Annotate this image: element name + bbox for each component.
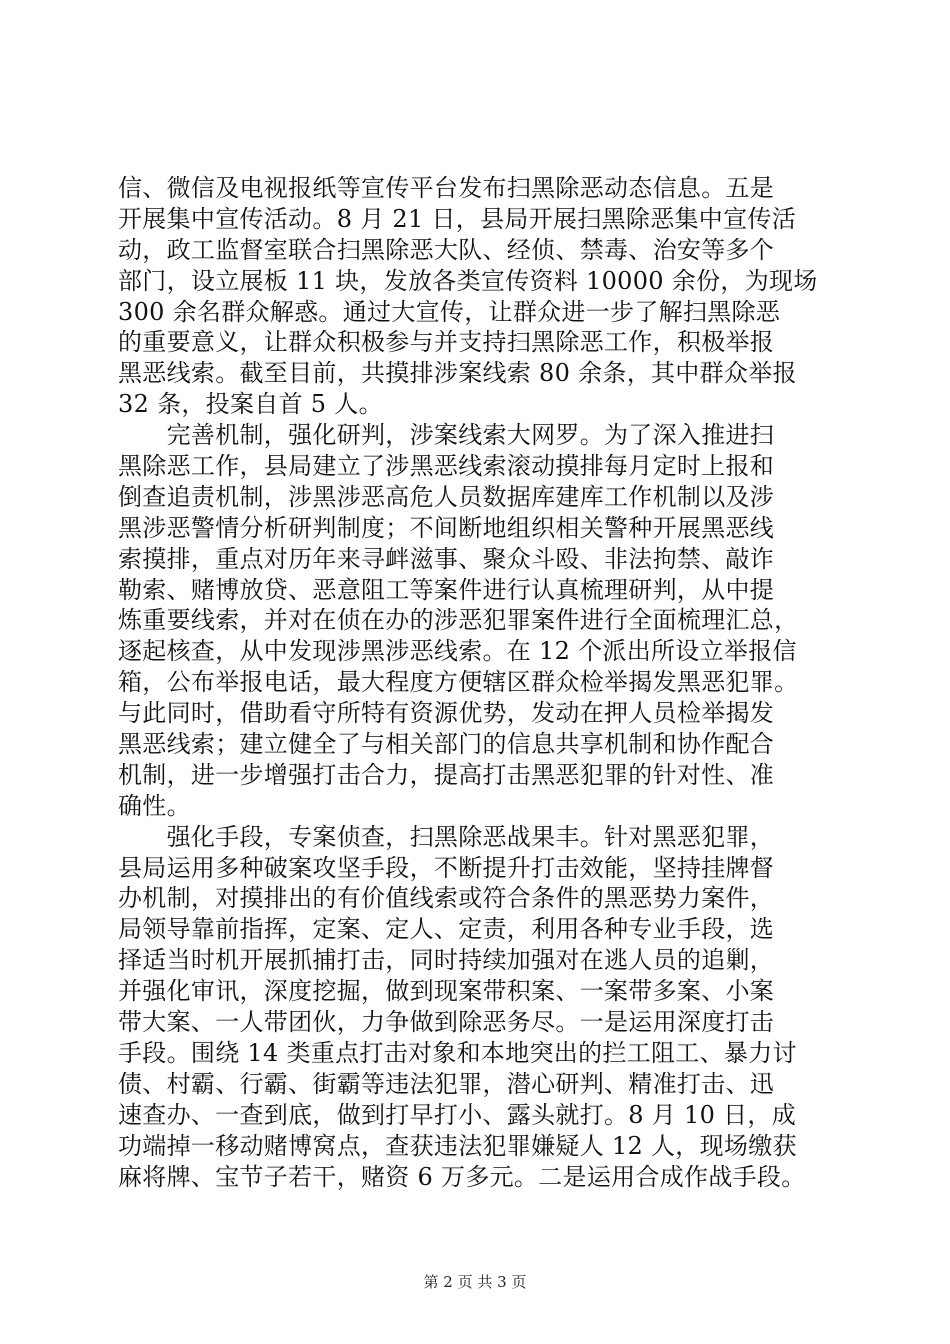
- text-line: 债、村霸、行霸、街霸等违法犯罪，潜心研判、精准打击、迅: [118, 1069, 775, 1098]
- text-line: 麻将牌、宝节子若干，赌资 6 万多元。二是运用合成作战手段。: [118, 1162, 806, 1191]
- text-line: 择适当时机开展抓捕打击，同时持续加强对在逃人员的追剿，: [118, 946, 775, 975]
- text-line: 完善机制，强化研判，涉案线索大网罗。为了深入推进扫: [118, 421, 775, 450]
- text-line: 倒查追责机制，涉黑涉恶高危人员数据库建库工作机制以及涉: [118, 482, 775, 511]
- text-line: 索摸排，重点对历年来寻衅滋事、聚众斗殴、非法拘禁、敲诈: [118, 544, 775, 573]
- text-line: 32 条，投案自首 5 人。: [118, 390, 383, 419]
- text-line: 黑恶线索。截至目前，共摸排涉案线索 80 余条，其中群众举报: [118, 359, 797, 388]
- text-line: 动，政工监督室联合扫黑除恶大队、经侦、禁毒、治安等多个: [118, 235, 775, 264]
- text-line: 的重要意义，让群众积极参与并支持扫黑除恶工作，积极举报: [118, 328, 775, 357]
- text-line: 炼重要线索，并对在侦在办的涉恶犯罪案件进行全面梳理汇总，: [118, 606, 799, 635]
- text-line: 逐起核查，从中发现涉黑涉恶线索。在 12 个派出所设立举报信: [118, 637, 797, 666]
- text-line: 办机制，对摸排出的有价值线索或符合条件的黑恶势力案件，: [118, 884, 775, 913]
- text-line: 信、微信及电视报纸等宣传平台发布扫黑除恶动态信息。五是: [118, 174, 775, 202]
- text-line: 确性。: [118, 791, 191, 820]
- text-line: 勒索、赌博放贷、恶意阻工等案件进行认真梳理研判，从中提: [118, 575, 775, 604]
- page-number: 第 2 页 共 3 页: [423, 1273, 527, 1291]
- text-line: 黑除恶工作，县局建立了涉黑恶线索滚动摸排每月定时上报和: [118, 452, 775, 481]
- text-line: 并强化审讯，深度挖掘，做到现案带积案、一案带多案、小案: [118, 977, 775, 1006]
- text-line: 与此同时，借助看守所特有资源优势，发动在押人员检举揭发: [118, 699, 775, 728]
- text-line: 局领导靠前指挥，定案、定人、定责，利用各种专业手段，选: [118, 915, 775, 944]
- text-line: 黑涉恶警情分析研判制度；不间断地组织相关警种开展黑恶线: [118, 513, 775, 542]
- text-line: 机制，进一步增强打击合力，提高打击黑恶犯罪的针对性、准: [118, 760, 775, 789]
- body-text: [118, 173, 853, 1192]
- text-line: 黑恶线索；建立健全了与相关部门的信息共享机制和协作配合: [118, 730, 775, 759]
- text-line: 箱，公布举报电话，最大程度方便辖区群众检举揭发黑恶犯罪。: [118, 668, 799, 697]
- text-line: 强化手段，专案侦查，扫黑除恶战果丰。针对黑恶犯罪，: [118, 822, 775, 851]
- text-line: 县局运用多种破案攻坚手段，不断提升打击效能，坚持挂牌督: [118, 853, 775, 882]
- text-line: 开展集中宣传活动。8 月 21 日，县局开展扫黑除恶集中宣传活: [118, 204, 796, 233]
- text-line: 功端掉一移动赌博窝点，查获违法犯罪嫌疑人 12 人，现场缴获: [118, 1131, 797, 1160]
- text-line: 300 余名群众解惑。通过大宣传，让群众进一步了解扫黑除恶: [118, 297, 781, 326]
- text-line: 速查办、一查到底，做到打早打小、露头就打。8 月 10 日，成: [118, 1100, 796, 1129]
- text-line: 手段。围绕 14 类重点打击对象和本地突出的拦工阻工、暴力讨: [118, 1038, 797, 1067]
- text-line: 带大案、一人带团伙，力争做到除恶务尽。一是运用深度打击: [118, 1008, 775, 1037]
- text-line: 部门，设立展板 11 块，发放各类宣传资料 10000 余份，为现场: [118, 266, 818, 295]
